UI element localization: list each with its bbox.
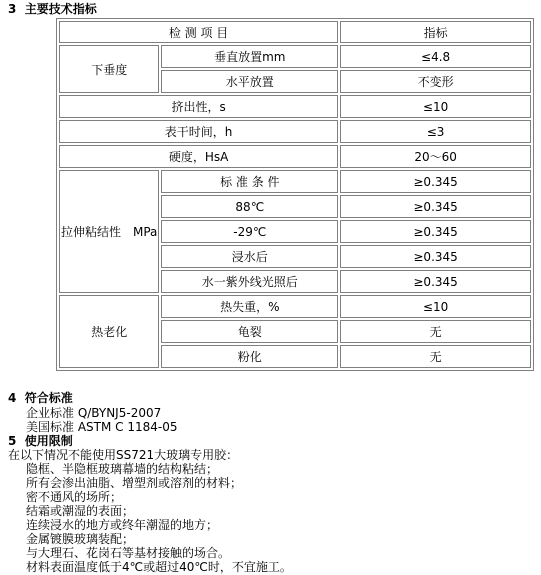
row-name: 热失重，% — [161, 295, 338, 318]
row-name: 垂直放置mm — [161, 45, 338, 68]
row-name: 水一紫外线光照后 — [161, 270, 338, 293]
row-value: 无 — [340, 345, 531, 368]
row-value: 20～60 — [340, 145, 531, 168]
restriction-item: 所有会渗出油脂、增塑剂或溶剂的材料； — [26, 476, 243, 490]
group-label-aging: 热老化 — [59, 295, 159, 368]
row-value: ≤10 — [340, 295, 531, 318]
row-value: ≥0.345 — [340, 270, 531, 293]
section-number: 5 — [8, 434, 17, 448]
group-label-tensile: 拉伸粘结性 MPa — [59, 170, 159, 293]
restriction-item: 隐框、半隐框玻璃幕墙的结构粘结； — [26, 462, 219, 476]
row-value: ≤3 — [340, 120, 531, 143]
restriction-item: 连续浸水的地方或终年潮湿的地方； — [26, 518, 219, 532]
section-5-heading — [8, 434, 73, 448]
section-number: 3 — [8, 2, 17, 16]
row-value: 不变形 — [340, 70, 531, 93]
restriction-item: 与大理石、花岗石等基材接触的场合。 — [26, 546, 231, 560]
group-label-sag: 下垂度 — [59, 45, 159, 93]
table-header-row — [59, 21, 531, 43]
restriction-item: 结霜或潮湿的表面； — [26, 504, 135, 518]
restriction-item: 密不通风的场所； — [26, 490, 123, 504]
row-name: 龟裂 — [161, 320, 338, 343]
section-title: 符合标准 — [24, 391, 73, 405]
spec-table — [56, 18, 534, 371]
section-title: 使用限制 — [24, 434, 73, 448]
row-name: -29℃ — [161, 220, 338, 243]
table-row — [59, 120, 531, 143]
row-name: 硬度，HsA — [59, 145, 338, 168]
row-value: 无 — [340, 320, 531, 343]
standard-line: 美国标准 ASTM C 1184-05 — [26, 420, 178, 434]
table-row — [59, 170, 531, 193]
row-name: 挤出性，s — [59, 95, 338, 118]
row-value: ≤4.8 — [340, 45, 531, 68]
row-name: 88℃ — [161, 195, 338, 218]
row-name: 表干时间，h — [59, 120, 338, 143]
header-item: 检 测 项 目 — [59, 21, 338, 43]
row-name: 浸水后 — [161, 245, 338, 268]
row-name: 水平放置 — [161, 70, 338, 93]
table-row — [59, 295, 531, 318]
section-4-heading — [8, 391, 73, 405]
row-value: ≥0.345 — [340, 195, 531, 218]
restriction-item: 材料表面温度低于4℃或超过40℃时，不宜施工。 — [26, 560, 292, 574]
row-value: ≥0.345 — [340, 220, 531, 243]
section-title: 主要技术指标 — [24, 2, 97, 16]
header-index: 指标 — [340, 21, 531, 43]
table-row — [59, 45, 531, 68]
table-row — [59, 145, 531, 168]
section-3-heading — [8, 2, 97, 16]
standard-line: 企业标准 Q/BYNJ5-2007 — [26, 406, 162, 420]
row-name: 标 准 条 件 — [161, 170, 338, 193]
row-value: ≤10 — [340, 95, 531, 118]
row-name: 粉化 — [161, 345, 338, 368]
row-value: ≥0.345 — [340, 170, 531, 193]
restriction-item: 金属镀膜玻璃装配； — [26, 532, 135, 546]
section-number: 4 — [8, 391, 17, 405]
restriction-intro: 在以下情况不能使用SS721大玻璃专用胶： — [8, 448, 239, 462]
table-row — [59, 95, 531, 118]
row-value: ≥0.345 — [340, 245, 531, 268]
